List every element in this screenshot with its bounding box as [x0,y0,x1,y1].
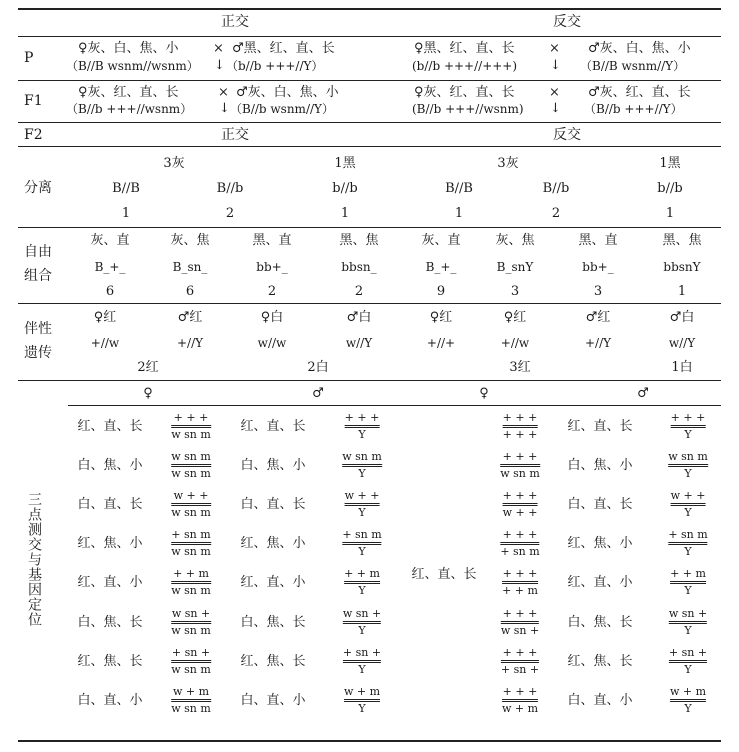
f1-f-male-genotype: （B//b +++//Y） [584,102,683,116]
banxing-phenotype: ♀红 [93,310,117,325]
testcross-f-male-phenotype: 白、直、长 [567,497,633,512]
testcross-z-female-genotype-numerator: w + m [172,685,210,698]
testcross-z-male-phenotype: 红、直、小 [240,575,306,590]
p-row-label: P [24,50,34,66]
f1-f-male-phenotype: ♂灰、红、直、长 [588,85,691,100]
fenli-ratio: 1 [454,206,464,221]
ziyou-label-line1: 自由 [24,244,52,260]
testcross-z-female-genotype-numerator: w sn + [171,607,211,620]
fenli-f-gray-count: 3灰 [497,156,519,171]
testcross-f-male-phenotype: 白、焦、长 [567,615,633,630]
testcross-z-female-genotype [171,529,211,558]
f1-row-rule [18,122,721,123]
testcross-z-male-genotype-denominator: Y [358,663,366,676]
testcross-z-male-genotype [342,451,382,480]
ziyou-phenotype: 灰、焦 [495,233,535,248]
testcross-f-male-genotype [668,529,707,558]
testcross-z-female-genotype [171,568,211,597]
testcross-z-female-phenotype: 红、直、长 [77,419,143,434]
ziyou-phenotype: 黑、焦 [662,233,702,248]
testcross-f-male-genotype-denominator: Y [684,506,692,519]
testcross-f-female-genotype-numerator: + + + [502,411,538,424]
testcross-f-male-phenotype: 红、直、小 [567,575,633,590]
banxing-sum: 3红 [509,360,531,375]
banxing-phenotype: ♂红 [177,310,203,325]
testcross-z-female-phenotype: 白、焦、小 [77,458,143,473]
f2-row-label: F2 [24,127,43,143]
testcross-z-male-genotype-numerator: w + + [344,489,380,502]
testcross-f-female-genotype-numerator: + + + [502,567,538,580]
testcross-f-female-genotype-denominator: + sn + [500,663,540,676]
p-z-male-genotype: （b//b +++//Y） [226,59,324,73]
banxing-sum: 2白 [307,360,329,375]
fenli-row-rule [18,227,721,228]
testcross-f-female-genotype-numerator: + + + [502,607,538,620]
banxing-phenotype: ♀红 [429,310,453,325]
testcross-z-male-genotype [343,608,381,637]
fenli-ratio: 2 [225,206,235,221]
banxing-genotype: w//w [257,336,287,350]
ziyou-count: 6 [105,284,115,299]
testcross-z-male-genotype-numerator: + sn m [342,528,382,541]
testcross-z-male-phenotype: 红、直、长 [240,419,306,434]
testcross-f-female-genotype [503,490,538,519]
testcross-z-male-genotype-denominator: Y [358,545,366,558]
testcross-f-male-phenotype: 红、焦、小 [567,536,633,551]
testcross-z-female-genotype-numerator: + sn + [171,646,211,659]
testcross-f-male-genotype-numerator: w sn + [668,607,708,620]
banxing-phenotype: ♂白 [346,310,372,325]
testcross-f-male-genotype-denominator: Y [684,702,692,715]
fenli-genotype: b//b [332,181,358,196]
ziyou-count: 3 [593,284,603,299]
testcross-f-female-genotype-denominator: w + m [501,702,539,715]
testcross-label: 三点测交与基因定位 [26,492,42,627]
fenli-genotype: B//B [445,181,473,196]
testcross-z-male-genotype-numerator: + sn + [342,646,382,659]
testcross-f-male-genotype-numerator: w + + [670,489,706,502]
testcross-z-male-genotype-denominator: Y [358,624,366,637]
ziyou-count: 3 [510,284,520,299]
testcross-z-female-phenotype: 红、直、小 [77,575,143,590]
banxing-genotype: w//Y [345,336,373,350]
testcross-z-female-genotype-denominator: w sn m [171,584,211,597]
testcross-z-male-genotype-denominator: Y [358,467,366,480]
testcross-f-male-genotype [668,451,708,480]
testcross-f-male-genotype-denominator: Y [684,584,692,597]
testcross-z-male-genotype-numerator: + + + [344,411,380,424]
ziyou-genotype: B_+_ [425,260,457,274]
testcross-f-male-genotype-numerator: w sn m [668,450,708,463]
testcross-z-female-phenotype: 白、焦、长 [77,615,143,630]
testcross-f-female-genotype [503,412,538,441]
testcross-z-female-genotype [171,647,211,676]
testcross-f-female-genotype-denominator: w sn m [500,467,540,480]
p-z-arrow: ↓ [214,58,225,73]
f2-zhengjiao: 正交 [221,127,249,143]
banxing-sum: 2红 [137,360,159,375]
ziyou-genotype: bbsnY [663,260,701,274]
header-zhengjiao: 正交 [221,14,249,30]
testcross-f-female-genotype [500,451,540,480]
testcross-f-male-genotype-numerator: + + m [670,567,706,580]
testcross-f-male-genotype-numerator: + sn + [668,646,708,659]
testcross-z-female-genotype-denominator: w sn m [171,428,211,441]
testcross-z-male-genotype [345,490,380,519]
testcross-z-male-genotype-numerator: w + m [343,685,381,698]
ziyou-count: 2 [354,284,364,299]
testcross-f-female-genotype [502,568,538,597]
ziyou-genotype: B_+_ [94,260,126,274]
ziyou-genotype: bbsn_ [341,260,377,274]
testcross-f-female-phenotype: 红、直、长 [411,567,477,582]
testcross-z-female-genotype [171,686,211,715]
testcross-f-female-genotype [501,647,539,676]
testcross-z-female-genotype [171,412,211,441]
testcross-z-male-genotype-numerator: + + m [344,567,380,580]
fenli-genotype: B//B [112,181,140,196]
f1-z-female-genotype: （B//b +++//wsnm） [66,102,193,116]
testcross-f-male-genotype [669,647,707,676]
p-f-female-phenotype: ♀黑、红、直、长 [414,41,515,56]
testcross-f-male-genotype [671,490,706,519]
testcross-f-male-genotype-numerator: + + + [670,411,706,424]
banxing-phenotype: ♂红 [585,310,611,325]
testcross-z-male-phenotype: 白、直、小 [240,693,306,708]
fenli-ratio: 1 [340,206,350,221]
testcross-f-female-genotype-numerator: + + + [502,685,538,698]
testcross-z-female-genotype [171,608,211,637]
f1-z-female-phenotype: ♀灰、红、直、长 [78,85,179,100]
testcross-z-male-phenotype: 白、焦、长 [240,615,306,630]
testcross-z-female-phenotype: 红、焦、小 [77,536,143,551]
fenli-ratio: 1 [121,206,131,221]
testcross-f-male-genotype-denominator: Y [684,467,692,480]
ziyou-phenotype: 黑、焦 [339,233,379,248]
testcross-z-male-phenotype: 红、焦、小 [240,536,306,551]
testcross-sex-male-symbol: ♂ [637,386,649,401]
testcross-z-male-genotype [345,412,380,441]
testcross-f-female-genotype-denominator: w + + [502,506,538,519]
testcross-z-male-genotype-numerator: w sn m [342,450,382,463]
testcross-z-male-genotype-denominator: Y [358,506,366,519]
table-top-rule [18,8,721,10]
ziyou-genotype: bb+_ [582,260,614,274]
ziyou-count: 2 [267,284,277,299]
testcross-z-female-genotype-numerator: + + + [173,411,209,424]
ziyou-genotype: B_sn_ [172,260,208,274]
banxing-phenotype: ♂白 [669,310,695,325]
testcross-z-female-genotype-denominator: w sn m [171,545,211,558]
fenli-genotype: B//b [216,181,244,196]
testcross-f-female-genotype-denominator: + + m [502,584,538,597]
ziyou-genotype: bb+_ [256,260,288,274]
p-z-cross-symbol: × [213,41,224,56]
banxing-genotype: +//w [90,336,120,350]
testcross-f-male-genotype-numerator: w + m [669,685,707,698]
testcross-z-male-genotype [343,647,381,676]
ziyou-phenotype: 黑、直 [578,233,618,248]
ziyou-label-line2: 组合 [24,268,52,284]
testcross-f-male-genotype-denominator: Y [684,663,692,676]
testcross-f-female-genotype [501,608,539,637]
ziyou-phenotype: 灰、焦 [170,233,210,248]
testcross-sex-female-symbol: ♀ [143,386,153,401]
testcross-sex-male-symbol: ♂ [312,386,324,401]
testcross-z-female-genotype [171,451,211,480]
header-fanjiao: 反交 [553,14,581,30]
f1-z-male-genotype: （B//b wsnm//Y） [230,102,334,116]
testcross-f-male-phenotype: 红、焦、长 [567,654,633,669]
ziyou-count: 1 [677,284,687,299]
testcross-z-male-genotype-numerator: w sn + [342,607,382,620]
fenli-genotype: b//b [657,181,683,196]
banxing-genotype: +//+ [426,336,456,350]
testcross-z-male-genotype [342,529,381,558]
testcross-z-male-genotype-denominator: Y [358,428,366,441]
ziyou-count: 6 [185,284,195,299]
testcross-f-female-genotype-numerator: + + + [502,450,538,463]
testcross-z-female-genotype-denominator: w sn m [171,702,211,715]
fenli-f-black-count: 1黑 [659,156,681,171]
p-z-female-phenotype: ♀灰、白、焦、小 [78,41,179,56]
testcross-f-male-genotype-denominator: Y [684,624,692,637]
testcross-z-female-genotype-denominator: w sn m [171,624,211,637]
testcross-z-male-genotype-denominator: Y [358,702,366,715]
testcross-z-female-genotype-numerator: w sn m [171,450,211,463]
testcross-f-male-genotype-denominator: Y [684,545,692,558]
p-f-cross-symbol: × [549,41,560,56]
banxing-genotype: +//Y [176,336,204,350]
testcross-z-female-phenotype: 红、焦、长 [77,654,143,669]
p-f-male-phenotype: ♂灰、白、焦、小 [588,41,691,56]
fenli-label: 分离 [24,180,52,196]
testcross-z-male-phenotype: 白、焦、小 [240,458,306,473]
testcross-sex-female-symbol: ♀ [479,386,489,401]
testcross-z-female-genotype-numerator: w + + [173,489,209,502]
testcross-z-female-phenotype: 白、直、长 [77,497,143,512]
testcross-f-male-genotype [670,686,706,715]
testcross-f-female-genotype-numerator: + + + [502,646,538,659]
testcross-z-female-genotype-numerator: + + m [173,567,209,580]
fenli-genotype: B//b [542,181,570,196]
ziyou-phenotype: 黑、直 [252,233,292,248]
p-f-arrow: ↓ [550,58,561,73]
fenli-ratio: 2 [551,206,561,221]
banxing-sum: 1白 [671,360,693,375]
f1-f-female-genotype: (B//b +++//wsnm) [412,102,524,116]
sex-header-rule [68,405,721,406]
fenli-z-gray-count: 3灰 [163,156,185,171]
f1-z-arrow: ↓ [219,101,230,116]
ziyou-phenotype: 灰、直 [421,233,461,248]
testcross-f-female-genotype-denominator: w sn + [500,624,540,637]
testcross-z-male-genotype [344,568,380,597]
testcross-f-female-genotype-numerator: + + + [502,528,538,541]
testcross-f-male-phenotype: 白、焦、小 [567,458,633,473]
testcross-z-male-phenotype: 红、焦、长 [240,654,306,669]
f2-row-rule [18,146,721,147]
f1-f-cross-symbol: × [549,85,560,100]
banxing-genotype: w//Y [668,336,696,350]
testcross-f-male-phenotype: 红、直、长 [567,419,633,434]
testcross-f-male-genotype [671,412,706,441]
f1-f-female-phenotype: ♀灰、红、直、长 [414,85,515,100]
p-z-male-phenotype: ♂黑、红、直、长 [232,41,335,56]
f1-z-male-phenotype: ♂灰、白、焦、小 [236,85,339,100]
table-bottom-rule [18,740,721,742]
ziyou-phenotype: 灰、直 [90,233,130,248]
banxing-genotype: +//Y [584,336,612,350]
banxing-label-line1: 伴性 [24,321,52,337]
fenli-ratio: 1 [665,206,675,221]
fenli-z-black-count: 1黑 [334,156,356,171]
ziyou-count: 9 [436,284,446,299]
testcross-f-female-genotype [500,529,539,558]
banxing-label-line2: 遗传 [24,345,52,361]
testcross-z-male-phenotype: 白、直、长 [240,497,306,512]
testcross-z-female-phenotype: 白、直、小 [77,693,143,708]
testcross-z-female-genotype-numerator: + sn m [171,528,211,541]
f1-z-cross-symbol: × [218,85,229,100]
testcross-f-male-genotype-numerator: + sn m [668,528,708,541]
testcross-z-male-genotype-denominator: Y [358,584,366,597]
testcross-f-female-genotype-numerator: + + + [502,489,538,502]
p-row-rule [18,80,721,81]
header-rule [18,36,721,37]
banxing-phenotype: ♀白 [260,310,284,325]
p-f-male-genotype: （B//B wsnm//Y） [580,59,686,73]
testcross-f-male-genotype [669,608,707,637]
testcross-f-male-genotype [670,568,706,597]
testcross-z-female-genotype-denominator: w sn m [171,506,211,519]
p-z-female-genotype: （B//B wsnm//wsnm） [66,59,199,73]
testcross-z-female-genotype-denominator: w sn m [171,467,211,480]
testcross-f-female-genotype-denominator: + + + [502,428,538,441]
testcross-z-male-genotype [344,686,380,715]
ziyou-genotype: B_snY [496,260,534,274]
testcross-f-female-genotype-denominator: + sn m [500,545,540,558]
testcross-f-male-phenotype: 白、直、小 [567,693,633,708]
testcross-z-female-genotype [171,490,211,519]
f1-f-arrow: ↓ [550,101,561,116]
p-f-female-genotype: (b//b +++//+++) [412,59,518,73]
testcross-f-male-genotype-denominator: Y [684,428,692,441]
banxing-phenotype: ♀红 [503,310,527,325]
f1-row-label: F1 [24,93,43,109]
banxing-row-rule [18,380,721,381]
f2-fanjiao: 反交 [553,127,581,143]
testcross-f-female-genotype [502,686,538,715]
ziyou-row-rule [18,303,721,304]
testcross-z-female-genotype-denominator: w sn m [171,663,211,676]
banxing-genotype: +//w [500,336,530,350]
